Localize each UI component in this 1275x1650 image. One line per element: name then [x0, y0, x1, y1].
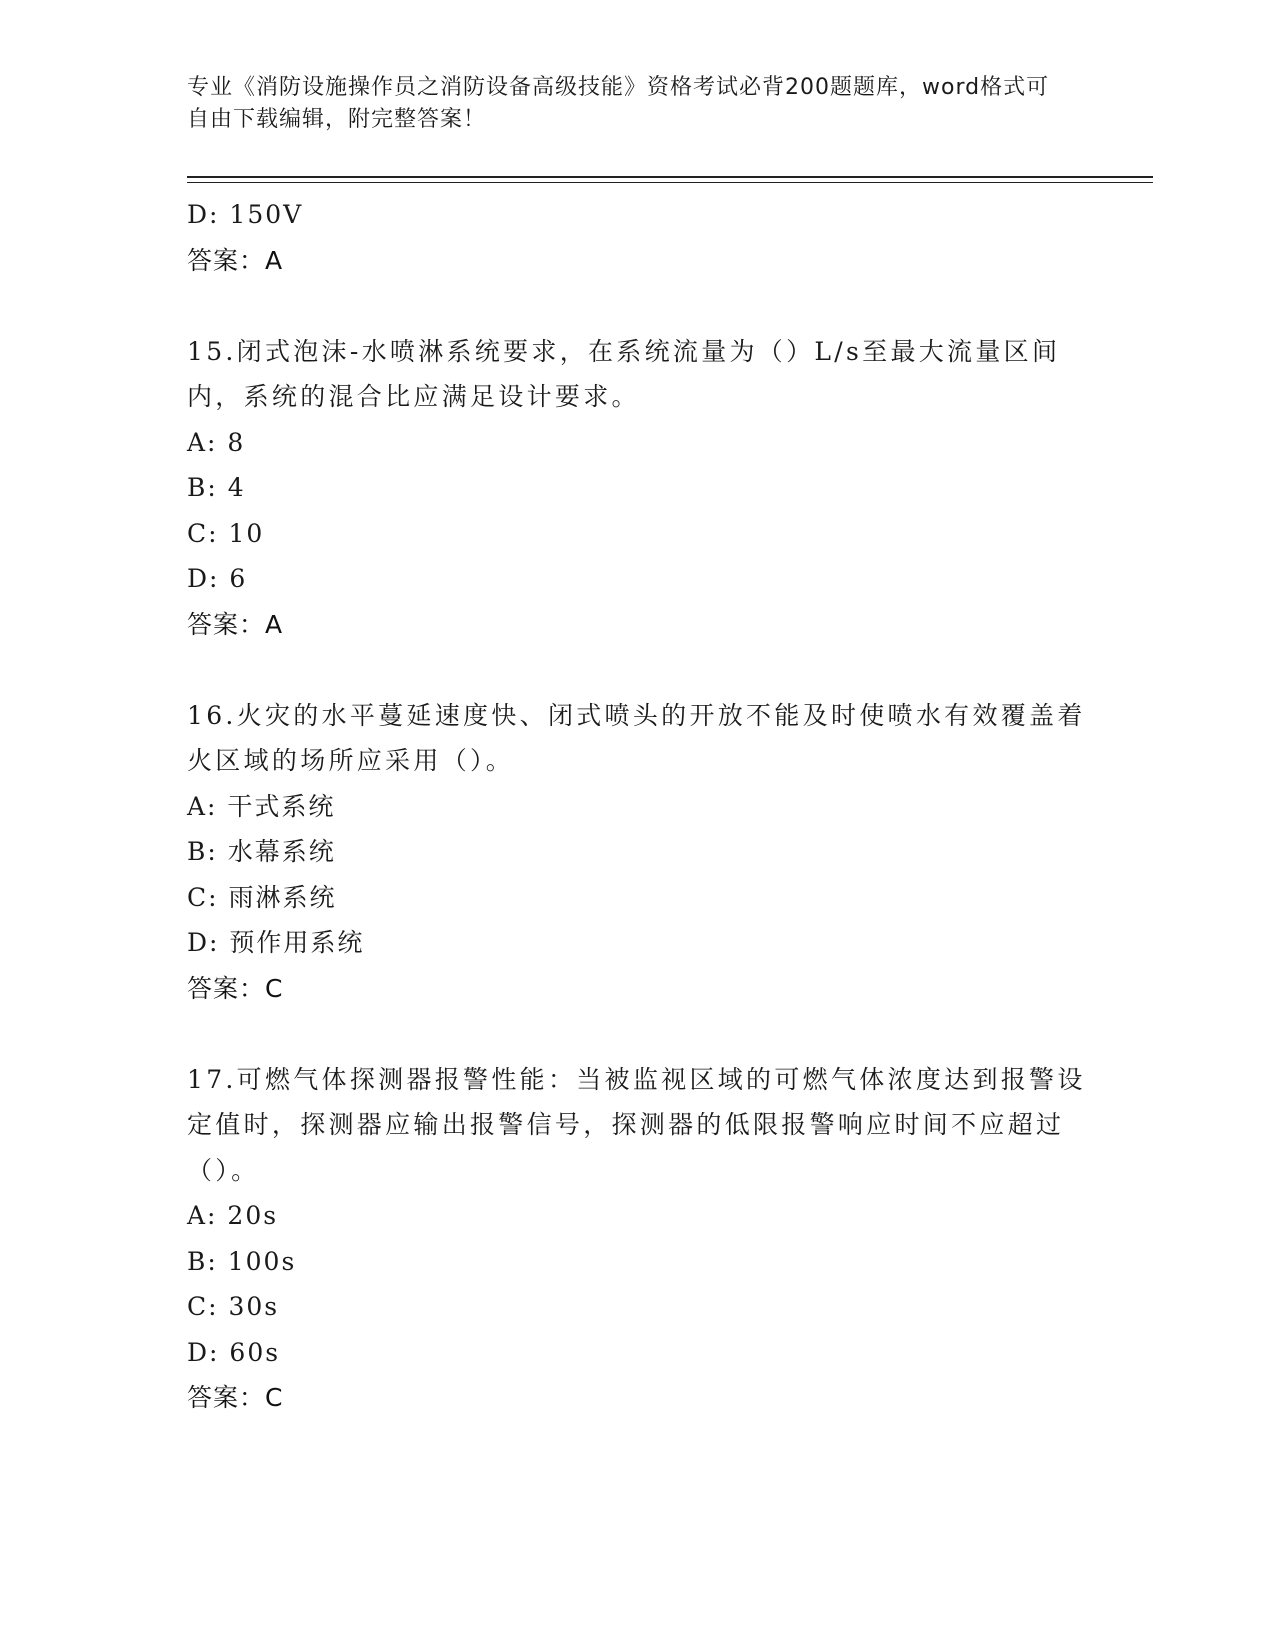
option-c: C: 30s [187, 1292, 280, 1321]
answer: 答案：C [187, 1383, 284, 1412]
prev-answer: 答案：A [187, 245, 284, 275]
header-divider [187, 176, 1153, 178]
answer: 答案：A [187, 609, 284, 639]
option-b: B: 4 [187, 473, 246, 502]
spacer [187, 647, 1087, 693]
question-text: 15.闭式泡沫-水喷淋系统要求，在系统流量为（）L/s至最大流量区间内，系统的混合比应满足设计要求。 [187, 336, 1061, 411]
option-a: A: 干式系统 [187, 791, 336, 821]
question-15 [187, 329, 1087, 648]
option-c: C: 10 [187, 518, 265, 548]
option-b: B: 水幕系统 [187, 837, 336, 866]
question-list [187, 192, 1087, 1421]
option-d: D: 6 [187, 564, 248, 593]
option-d: D: 60s [187, 1337, 281, 1367]
header-divider-thin [187, 182, 1153, 183]
spacer [187, 283, 1087, 329]
spacer [187, 1011, 1087, 1057]
option-d: D: 预作用系统 [187, 928, 365, 957]
question-text: 16.火灾的水平蔓延速度快、闭式喷头的开放不能及时使喷水有效覆盖着火区域的场所应采用（）。 [187, 700, 1086, 775]
question-17 [187, 1057, 1087, 1421]
option-a: A: 20s [187, 1201, 279, 1230]
document-header: 专业《消防设施操作员之消防设备高级技能》资格考试必背200题题库，word格式可自由下载编辑，附完整答案！ [187, 75, 1050, 132]
prev-option-d: D: 150V [187, 200, 304, 229]
answer: 答案：C [187, 973, 284, 1003]
option-b: B: 100s [187, 1246, 297, 1276]
option-c: C: 雨淋系统 [187, 882, 337, 912]
question-text: 17.可燃气体探测器报警性能：当被监视区域的可燃气体浓度达到报警设定值时，探测器应输出报警信号，探测器的低限报警响应时间不应超过（）。 [187, 1064, 1086, 1185]
option-a: A: 8 [187, 427, 246, 457]
question-16 [187, 693, 1087, 1012]
